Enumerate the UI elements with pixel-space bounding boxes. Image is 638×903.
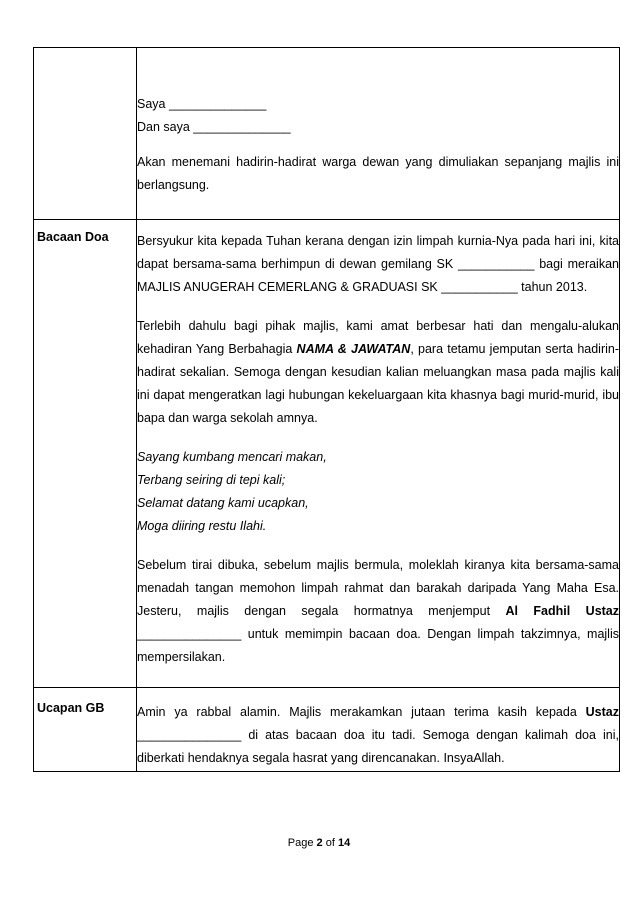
ustaz-title: Al Fadhil Ustaz [505, 604, 620, 618]
row-label-ucapan-gb: Ucapan GB [37, 701, 105, 715]
row-label-cell [34, 220, 137, 688]
emcee-line-1: Saya ______________ [137, 97, 267, 111]
ucapan-text: Amin ya rabbal alamin. Majlis merakamkan jutaan terima kasih kepada [137, 705, 586, 719]
pantun-line: Selamat datang kami ucapkan, [137, 496, 309, 510]
pantun [137, 446, 619, 538]
table-row [34, 688, 620, 772]
row-content-cell [137, 48, 620, 220]
row-label [34, 48, 136, 65]
footer-prefix: Page [287, 837, 317, 849]
pantun-line: Terbang seiring di tepi kali; [137, 473, 286, 487]
intro-paragraph: Akan menemani hadirin-hadirat warga dewan yang dimuliakan sepanjang majlis ini berlangsung. [137, 155, 619, 192]
table-row [34, 220, 620, 688]
row-label-cell [34, 48, 137, 220]
doa-p3-text: Sebelum tirai dibuka, sebelum majlis bermula, moleklah kiranya kita bersama-sama menadah tangan memohon limpah rahmat dan barakah daripada Yang Maha Esa. Jesteru, majlis dengan segala hormatnya menjemput [137, 558, 619, 618]
page-total: 14 [337, 837, 351, 849]
ucapan-rest: _______________ di atas bacaan doa itu tadi. Semoga dengan kalimah doa ini, diberkati hendaknya segala hasrat yang direncanakan. InsyaAllah. [137, 728, 619, 765]
row-content-cell [137, 220, 620, 688]
emcee-lines [137, 93, 619, 139]
doa-paragraph-2 [137, 315, 619, 430]
page-number: 2 [316, 837, 323, 849]
row-label-bacaan-doa: Bacaan Doa [37, 230, 109, 244]
pantun-line: Sayang kumbang mencari makan, [137, 450, 327, 464]
table-row [34, 48, 620, 220]
doa-paragraph-1: Bersyukur kita kepada Tuhan kerana dengan izin limpah kurnia-Nya pada hari ini, kita dapat bersama-sama berhimpun di dewan gemilang SK ___________ bagi meraikan MAJLIS ANUGERAH CEMERLANG & GRADUASI SK ___________ tahun 2013. [137, 234, 619, 294]
script-table [33, 47, 620, 772]
doa-paragraph-3 [137, 554, 619, 669]
ustaz-label: Ustaz [585, 705, 619, 719]
doa-p3-rest: _______________ untuk memimpin bacaan doa. Dengan limpah takzimnya, majlis mempersilakan. [137, 627, 619, 664]
row-label-cell [34, 688, 137, 772]
footer-sep: of [322, 837, 338, 849]
vip-name-title: NAMA & JAWATAN [296, 342, 411, 356]
ucapan-paragraph [137, 701, 619, 770]
row-content-cell [137, 688, 620, 772]
emcee-line-2: Dan saya ______________ [137, 120, 291, 134]
doa-p2-rest: , para tetamu jemputan serta hadirin-hadirat sekalian. Semoga dengan kesudian kalian meluangkan masa pada majlis kali ini dapat mengeratkan lagi hubungan kekeluargaan kita khasnya bagi murid-murid, ibu bapa dan warga sekolah amnya. [137, 342, 620, 425]
pantun-line: Moga diiring restu Ilahi. [137, 519, 267, 533]
page-footer [0, 837, 638, 849]
doa-p2-text: Terlebih dahulu bagi pihak majlis, kami amat berbesar hati dan mengalu-alukan kehadiran Yang Berbahagia [137, 319, 619, 356]
